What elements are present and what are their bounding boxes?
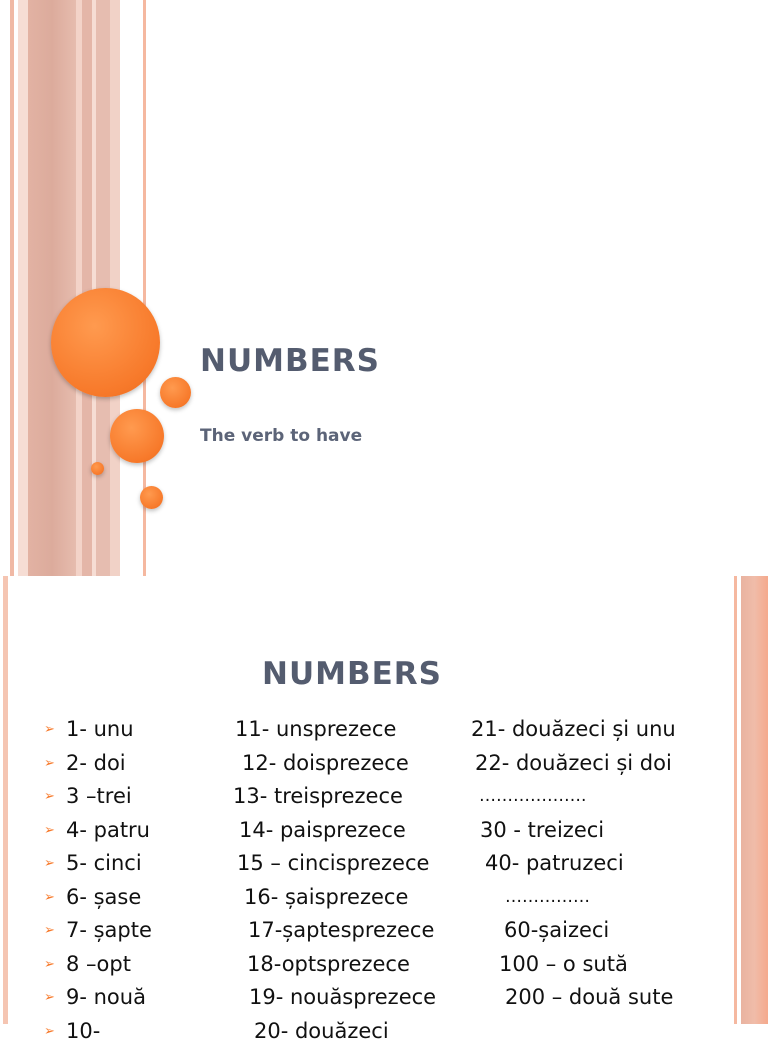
bullet-arrow-icon: ➢ bbox=[44, 1015, 55, 1048]
bullet-arrow-icon: ➢ bbox=[44, 948, 55, 982]
decor-stripe bbox=[82, 0, 92, 576]
number-cell: 100 – o sută bbox=[499, 948, 628, 982]
number-cell: 13- treisprezece bbox=[233, 780, 403, 814]
number-cell: 17-șaptesprezece bbox=[248, 914, 434, 948]
list-item bbox=[44, 780, 724, 814]
bullet-arrow-icon: ➢ bbox=[44, 914, 55, 948]
decor-stripe bbox=[18, 0, 28, 576]
number-cell: 22- douăzeci și doi bbox=[475, 747, 672, 781]
number-cell: 30 - treizeci bbox=[480, 814, 604, 848]
number-cell: 19- nouăsprezece bbox=[249, 981, 436, 1015]
decor-stripe bbox=[3, 576, 8, 1024]
bullet-arrow-icon: ➢ bbox=[44, 881, 55, 915]
number-cell: 3 –trei bbox=[66, 780, 132, 814]
number-cell: 40- patruzeci bbox=[485, 847, 624, 881]
bullet-arrow-icon: ➢ bbox=[44, 847, 55, 881]
number-cell: 21- douăzeci și unu bbox=[471, 713, 676, 747]
number-cell: 2- doi bbox=[66, 747, 126, 781]
number-cell: 11- unsprezece bbox=[235, 713, 396, 747]
list-item bbox=[44, 713, 724, 747]
number-cell: 5- cinci bbox=[66, 847, 142, 881]
bullet-arrow-icon: ➢ bbox=[44, 713, 55, 747]
number-cell: …………… bbox=[505, 881, 590, 915]
number-cell: 4- patru bbox=[66, 814, 150, 848]
slide-title: NUMBERS bbox=[0, 656, 704, 692]
decor-stripe bbox=[10, 0, 14, 576]
number-cell: 7- șapte bbox=[66, 914, 152, 948]
list-item bbox=[44, 1015, 724, 1048]
number-cell: 20- douăzeci bbox=[254, 1015, 389, 1048]
number-cell: 14- paisprezece bbox=[239, 814, 406, 848]
slide-subtitle: The verb to have bbox=[200, 426, 362, 446]
list-item bbox=[44, 814, 724, 848]
list-item bbox=[44, 747, 724, 781]
bullet-arrow-icon: ➢ bbox=[44, 747, 55, 781]
list-item bbox=[44, 847, 724, 881]
number-cell: 12- doisprezece bbox=[242, 747, 409, 781]
decor-stripe bbox=[28, 0, 76, 576]
number-cell: 9- nouă bbox=[66, 981, 146, 1015]
number-cell: 15 – cincisprezece bbox=[237, 847, 429, 881]
decor-circle bbox=[110, 409, 164, 463]
number-cell: 60-șaizeci bbox=[504, 914, 609, 948]
numbers-slide bbox=[0, 576, 768, 1024]
decor-circle-large bbox=[51, 288, 160, 397]
numbers-list bbox=[44, 713, 724, 1048]
decor-circle bbox=[140, 486, 163, 509]
decor-circle bbox=[160, 377, 191, 408]
list-item bbox=[44, 914, 724, 948]
decor-circle-small bbox=[91, 462, 104, 475]
list-item bbox=[44, 981, 724, 1015]
number-cell: 6- șase bbox=[66, 881, 141, 915]
bullet-arrow-icon: ➢ bbox=[44, 814, 55, 848]
number-cell: 200 – două sute bbox=[505, 981, 673, 1015]
decor-stripe bbox=[741, 576, 768, 1024]
number-cell: 16- șaisprezece bbox=[244, 881, 408, 915]
number-cell: 8 –opt bbox=[66, 948, 131, 982]
list-item bbox=[44, 948, 724, 982]
number-cell: 18-optsprezece bbox=[247, 948, 410, 982]
number-cell: ………………. bbox=[479, 780, 586, 814]
decor-stripe bbox=[734, 576, 737, 1024]
bullet-arrow-icon: ➢ bbox=[44, 780, 55, 814]
number-cell: 10- bbox=[66, 1015, 100, 1048]
number-cell: 1- unu bbox=[66, 713, 134, 747]
slide-title: NUMBERS bbox=[200, 343, 380, 379]
bullet-arrow-icon: ➢ bbox=[44, 981, 55, 1015]
list-item bbox=[44, 881, 724, 915]
